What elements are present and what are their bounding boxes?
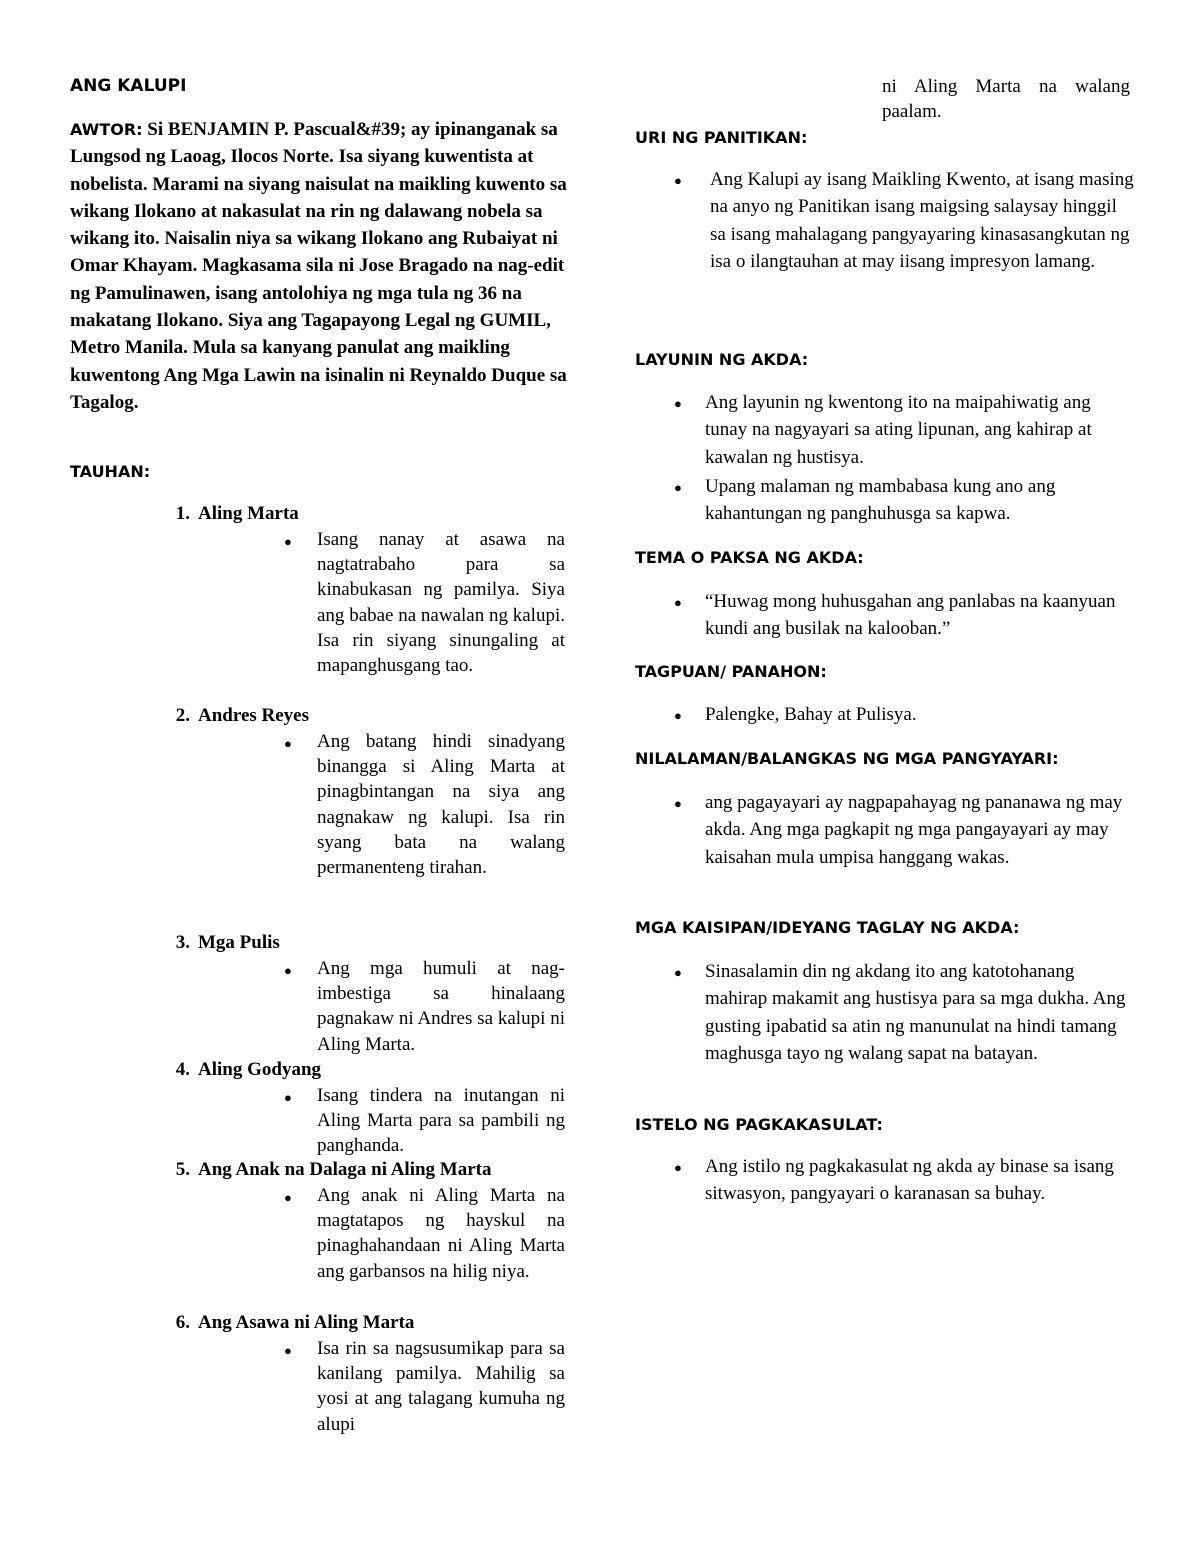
character-number: 6. <box>175 1312 190 1333</box>
character-desc: Isang nanay at asawa na nagtatrabaho para sa kinabukasan ng pamilya. Siya ang babae na nawalan ng kalupi. Isa rin siyang sinungaling at mapanghusgang tao. <box>317 529 565 677</box>
author-label: AWTOR: <box>70 120 143 139</box>
character-number: 4. <box>175 1059 190 1080</box>
section-item: Upang malaman ng mambabasa kung ano ang kahantungan ng panghuhusga sa kapwa. <box>705 476 1056 525</box>
character-number: 5. <box>175 1159 190 1180</box>
character-5 <box>150 1159 492 1181</box>
character-desc: Ang mga humuli at nag-imbestiga sa hinalaang pagnakaw ni Andres sa kalupi ni Aling Marta. <box>317 958 565 1055</box>
character-desc: Isang tindera na inutangan ni Aling Marta para sa pambili ng panghanda. <box>317 1085 565 1157</box>
continuation-text: ni Aling Marta na walang paalam. <box>882 76 1130 123</box>
bullet-icon: ● <box>284 534 292 549</box>
bullet-icon: ● <box>674 480 682 495</box>
character-desc: Ang anak ni Aling Marta na magtatapos ng hayskul na pinaghahandaan ni Aling Marta ang garbansos na hilig niya. <box>317 1185 565 1282</box>
character-desc: Isa rin sa nagsusumikap para sa kanilang pamilya. Mahilig sa yosi at ang talagang kumuha ng alupi <box>317 1338 565 1435</box>
bullet-icon: ● <box>284 1190 292 1205</box>
character-6 <box>150 1312 414 1334</box>
section-heading: NILALAMAN/BALANGKAS NG MGA PANGYAYARI: <box>635 749 1059 768</box>
character-1 <box>150 503 299 525</box>
bullet-icon: ● <box>674 796 682 811</box>
author-text: Si BENJAMIN P. Pascual&#39; ay ipinanganak sa Lungsod ng Laoag, Ilocos Norte. Isa siyang kuwentista at nobelista. Marami na siyang naisulat na maikling kuwento sa wikang Ilokano at nakasulat na rin ng dalawang nobela sa wikang ito. Naisalin niya sa wikang Ilokano ang Rubaiyat ni Omar Khayam. Magkasama sila ni Jose Bragado na nag-edit ng Pamulinawen, isang antolohiya ng mga tula ng 36 na makatang Ilokano. Siya ang Tagapayong Legal ng GUMIL, Metro Manila. Mula sa kanyang panulat ang maikling kuwentong Ang Mga Lawin na isinalin ni Reynaldo Duque sa Tagalog. <box>70 119 567 413</box>
bullet-icon: ● <box>674 1160 682 1175</box>
tauhan-heading: TAUHAN: <box>70 462 151 481</box>
character-number: 2. <box>175 705 190 726</box>
character-name: Ang Anak na Dalaga ni Aling Marta <box>198 1159 492 1180</box>
document-title: ANG KALUPI <box>70 76 187 96</box>
character-2 <box>150 705 309 727</box>
section-heading: TEMA O PAKSA NG AKDA: <box>635 548 864 567</box>
bullet-icon: ● <box>674 965 682 980</box>
bullet-icon: ● <box>284 736 292 751</box>
character-name: Mga Pulis <box>198 932 280 953</box>
character-4 <box>150 1059 321 1081</box>
section-item: Palengke, Bahay at Pulisya. <box>705 704 917 725</box>
section-item: Ang istilo ng pagkakasulat ng akda ay binase sa isang sitwasyon, pangyayari o karanasan sa buhay. <box>705 1156 1114 1205</box>
character-number: 1. <box>175 503 190 524</box>
section-heading: URI NG PANITIKAN: <box>635 128 808 147</box>
bullet-icon: ● <box>674 173 682 188</box>
character-name: Andres Reyes <box>198 705 310 726</box>
bullet-icon: ● <box>674 708 682 723</box>
character-desc: Ang batang hindi sinadyang binangga si Aling Marta at pinagbintangan na siya ang nagnakaw ng kalupi. Isa rin syang bata na walang permanenteng tirahan. <box>317 731 565 879</box>
section-item: Sinasalamin din ng akdang ito ang katotohanang mahirap makamit ang hustisya para sa mga dukha. Ang gusting ipabatid sa atin ng manunulat na hindi tamang maghusga tayo ng walang sapat na batayan. <box>705 961 1126 1064</box>
bullet-icon: ● <box>674 396 682 411</box>
section-item: Ang layunin ng kwentong ito na maipahiwatig ang tunay na nagyayari sa ating lipunan, ang kahirap at kawalan ng hustisya. <box>705 392 1092 468</box>
bullet-icon: ● <box>284 963 292 978</box>
bullet-icon: ● <box>284 1090 292 1105</box>
author-paragraph <box>70 116 575 416</box>
section-item: ang pagayayari ay nagpapahayag ng pananawa ng may akda. Ang mga pagkapit ng mga pangayayari ay may kaisahan mula umpisa hanggang wakas. <box>705 792 1123 868</box>
bullet-icon: ● <box>674 595 682 610</box>
section-heading: LAYUNIN NG AKDA: <box>635 350 809 369</box>
character-number: 3. <box>175 932 190 953</box>
character-name: Aling Marta <box>198 503 299 524</box>
character-name: Ang Asawa ni Aling Marta <box>198 1312 415 1333</box>
section-item: “Huwag mong huhusgahan ang panlabas na kaanyuan kundi ang busilak na kalooban.” <box>705 591 1116 640</box>
section-heading: MGA KAISIPAN/IDEYANG TAGLAY NG AKDA: <box>635 918 1020 937</box>
bullet-icon: ● <box>284 1343 292 1358</box>
section-item: Ang Kalupi ay isang Maikling Kwento, at isang masing na anyo ng Panitikan isang maigsing salaysay hinggil sa isang mahalagang pangyayaring kinasasangkutan ng isa o ilangtauhan at may iisang impresyon lamang. <box>710 169 1134 272</box>
character-3 <box>150 932 280 954</box>
section-heading: TAGPUAN/ PANAHON: <box>635 662 827 681</box>
section-heading: ISTELO NG PAGKAKASULAT: <box>635 1115 883 1134</box>
character-name: Aling Godyang <box>198 1059 322 1080</box>
